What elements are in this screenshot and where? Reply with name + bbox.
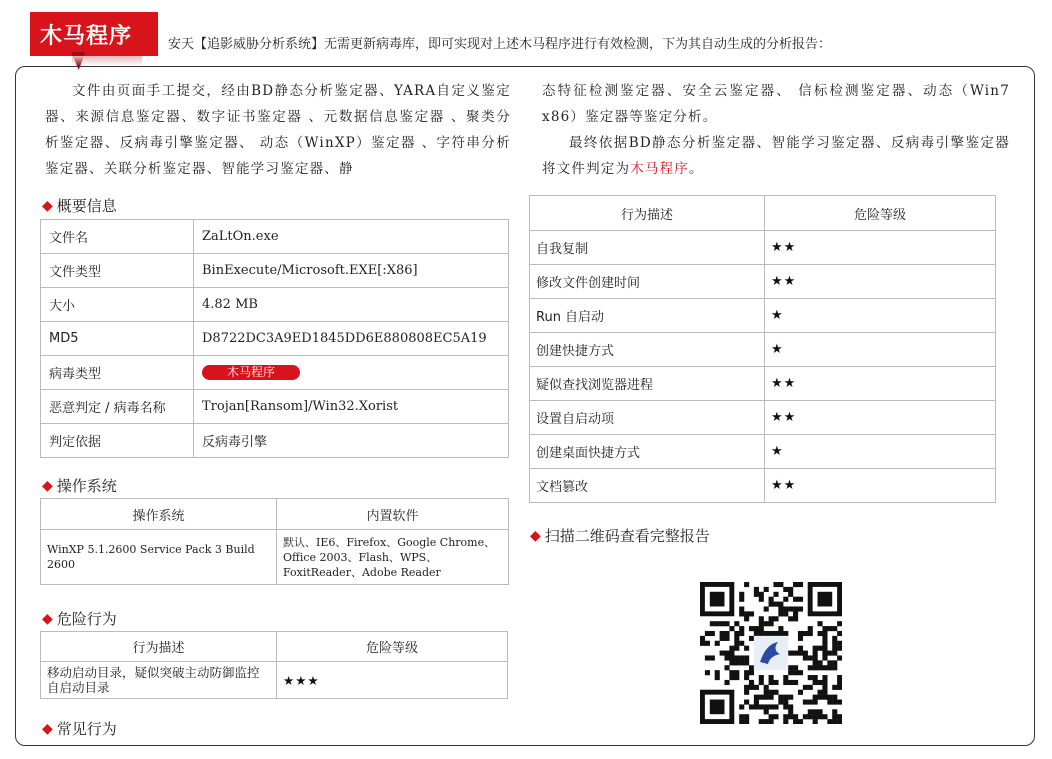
table-row bbox=[41, 254, 509, 288]
behavior-desc: 创建桌面快捷方式 bbox=[530, 435, 765, 469]
intro-text: 安天【追影威胁分析系统】无需更新病毒库，即可实现对上述木马程序进行有效检测，下为其自动生成的分析报告： bbox=[168, 37, 832, 52]
danger-table bbox=[40, 631, 508, 699]
field-value: BinExecute/Microsoft.EXE[:X86] bbox=[194, 254, 509, 288]
diamond-icon: ◆ bbox=[42, 477, 53, 494]
table-row bbox=[530, 299, 996, 333]
table-row bbox=[530, 469, 996, 503]
risk-level: ★★ bbox=[765, 401, 996, 435]
risk-level: ★★★ bbox=[277, 662, 508, 699]
risk-level: ★★ bbox=[765, 265, 996, 299]
field-label: 文件名 bbox=[41, 220, 194, 254]
table-header-row bbox=[41, 632, 508, 662]
common-behavior-table bbox=[529, 195, 996, 503]
table-row bbox=[41, 530, 509, 585]
section-title: 操作系统 bbox=[56, 477, 117, 495]
table-row bbox=[530, 367, 996, 401]
os-name: WinXP 5.1.2600 Service Pack 3 Build 2600 bbox=[41, 530, 277, 585]
section-title: 危险行为 bbox=[56, 610, 117, 628]
verdict-highlight: 木马程序 bbox=[630, 161, 690, 177]
verdict-suffix: 。 bbox=[689, 161, 704, 177]
diamond-icon: ◆ bbox=[42, 610, 53, 627]
table-row bbox=[530, 435, 996, 469]
section-title: 概要信息 bbox=[56, 197, 117, 215]
tag-shadow bbox=[72, 56, 142, 66]
common-body bbox=[530, 231, 996, 503]
tag-label: 木马程序 bbox=[40, 24, 133, 49]
field-label: 病毒类型 bbox=[41, 356, 194, 390]
column-header: 行为描述 bbox=[530, 196, 765, 231]
table-header-row bbox=[530, 196, 996, 231]
behavior-desc: 疑似查找浏览器进程 bbox=[530, 367, 765, 401]
summary-left bbox=[45, 78, 511, 182]
risk-level: ★ bbox=[765, 333, 996, 367]
field-value: Trojan[Ransom]/Win32.Xorist bbox=[194, 390, 509, 424]
table-row bbox=[41, 424, 509, 458]
risk-level: ★★ bbox=[765, 231, 996, 265]
diamond-icon: ◆ bbox=[42, 197, 53, 214]
behavior-desc: 创建快捷方式 bbox=[530, 333, 765, 367]
field-label: MD5 bbox=[41, 322, 194, 356]
field-label: 判定依据 bbox=[41, 424, 194, 458]
section-title: 常见行为 bbox=[56, 720, 117, 738]
summary-right-text-2 bbox=[542, 130, 1010, 182]
field-label: 大小 bbox=[41, 288, 194, 322]
table-row bbox=[41, 662, 508, 699]
os-table bbox=[40, 498, 509, 585]
behavior-desc: 文档篡改 bbox=[530, 469, 765, 503]
column-header: 危险等级 bbox=[277, 632, 508, 662]
behavior-desc: 设置自启动项 bbox=[530, 401, 765, 435]
section-title: 扫描二维码查看完整报告 bbox=[544, 527, 710, 545]
column-header: 行为描述 bbox=[41, 632, 277, 662]
table-row bbox=[530, 265, 996, 299]
behavior-desc: 修改文件创建时间 bbox=[530, 265, 765, 299]
summary-left-text: 文件由页面手工提交，经由BD静态分析鉴定器、YARA自定义鉴定器、来源信息鉴定器、数字证书鉴定器 、元数据信息鉴定器 、聚类分析鉴定器、反病毒引擎鉴定器、 动态（WinXP）鉴定器 、字符串分析鉴定器、关联分析鉴定器、智能学习鉴定器、静 bbox=[45, 83, 511, 177]
risk-level: ★★ bbox=[765, 367, 996, 401]
field-label: 文件类型 bbox=[41, 254, 194, 288]
section-overview bbox=[42, 195, 117, 216]
section-qr bbox=[530, 525, 710, 546]
section-os bbox=[42, 475, 117, 496]
behavior-desc: 自我复制 bbox=[530, 231, 765, 265]
table-row bbox=[41, 356, 509, 390]
overview-body bbox=[41, 220, 509, 458]
field-value: ZaLtOn.exe bbox=[194, 220, 509, 254]
table-row bbox=[41, 288, 509, 322]
summary-right bbox=[542, 78, 1010, 182]
column-header: 操作系统 bbox=[41, 499, 277, 530]
table-row bbox=[41, 390, 509, 424]
behavior-desc: 移动启动目录，疑似突破主动防御监控自启动目录 bbox=[41, 662, 277, 699]
table-row bbox=[530, 333, 996, 367]
diamond-icon: ◆ bbox=[42, 720, 53, 737]
table-row bbox=[41, 322, 509, 356]
category-tag bbox=[30, 12, 158, 64]
column-header: 内置软件 bbox=[277, 499, 509, 530]
section-common bbox=[42, 718, 117, 739]
table-header-row bbox=[41, 499, 509, 530]
verdict-prefix: 最终依据BD静态分析鉴定器、智能学习鉴定器、反病毒引擎鉴定器将文件判定为 bbox=[542, 135, 1010, 177]
table-row bbox=[41, 220, 509, 254]
diamond-icon: ◆ bbox=[530, 527, 541, 544]
column-header: 危险等级 bbox=[765, 196, 996, 231]
table-row bbox=[530, 401, 996, 435]
summary-right-text-1: 态特征检测鉴定器、安全云鉴定器、 信标检测鉴定器、动态（Win7 x86）鉴定器等鉴定分析。 bbox=[542, 83, 1010, 125]
os-software: 默认、IE6、Firefox、Google Chrome、Office 2003、Flash、WPS、FoxitReader、Adobe Reader bbox=[277, 530, 509, 585]
qr-code-icon[interactable] bbox=[700, 582, 842, 724]
overview-table bbox=[40, 219, 509, 458]
field-value: 4.82 MB bbox=[194, 288, 509, 322]
risk-level: ★★ bbox=[765, 469, 996, 503]
behavior-desc: Run 自启动 bbox=[530, 299, 765, 333]
table-row bbox=[530, 231, 996, 265]
field-value: 反病毒引擎 bbox=[194, 424, 509, 458]
field-label: 恶意判定 / 病毒名称 bbox=[41, 390, 194, 424]
field-value: D8722DC3A9ED1845DD6E880808EC5A19 bbox=[194, 322, 509, 356]
field-value bbox=[194, 356, 509, 390]
section-danger bbox=[42, 608, 117, 629]
risk-level: ★ bbox=[765, 435, 996, 469]
virus-type-badge: 木马程序 bbox=[202, 365, 300, 380]
risk-level: ★ bbox=[765, 299, 996, 333]
